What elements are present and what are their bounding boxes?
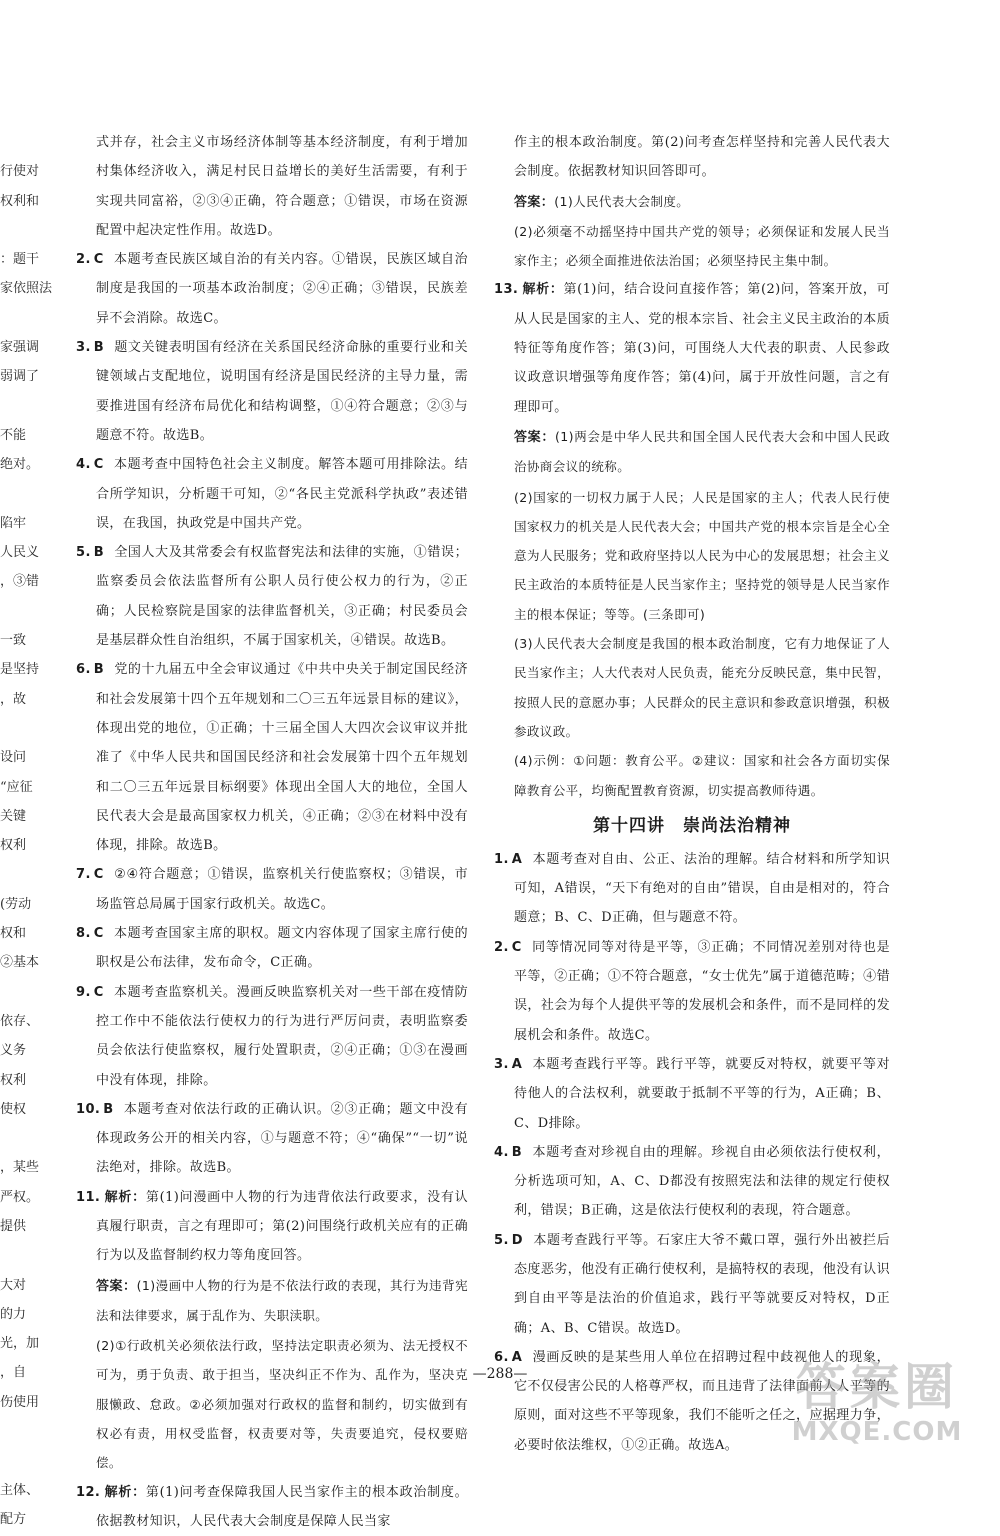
edge-fragment: 陷牢 [0,515,27,531]
analysis-item [76,1478,468,1536]
edge-fragment: 家强调 [0,340,40,356]
answer-paragraph: (2)①行政机关必须依法行政，坚持法定职责必须为、法无授权不可为，勇于负责、敢于担当，坚决纠正不作为、乱作为，坚决克服懒政、怠政。②必须加强对行政权的监督和制约，切实做到有权必有责，用权受监督，权责要对等，失责要追究，侵权要赔偿。 [96,1338,468,1471]
analysis-label: 解析： [104,1484,146,1500]
edge-fragment: ，某些 [0,1160,40,1176]
question-number: 2. [76,252,91,268]
answer-label: 答案： [96,1278,137,1294]
edge-fragment: 权利 [0,838,27,854]
analysis-label: 解析： [522,282,564,298]
question-number: 6. [494,1349,509,1365]
answer-paragraph: (2)国家的一切权力属于人民；人民是国家的主人；代表人民行使国家权力的机关是人民代表大会；中国共产党的根本宗旨是全心全意为人民服务；党和政府坚持以人民为中心的发展思想；社会主义民主政治的本质特征是人民当家作主；坚持党的领导是人民当家作主的根本保证；等等。(三条即可) [514,489,890,622]
question-number: 11. [76,1189,101,1205]
question-answer [76,919,468,978]
edge-fragment: 绝对。 [0,457,40,473]
edge-fragment: 的力 [0,1306,27,1322]
edge-fragment: “应征 [0,779,33,795]
edge-fragment: ，自 [0,1365,27,1381]
answer-option: C [93,457,104,473]
edge-fragment: 人民义 [0,545,40,561]
continued-paragraph: 式并存，社会主义市场经济体制等基本经济制度，有利于增加村集体经济收入，满足村民日益增长的美好生活需要，有利于实现共同富裕，②③④正确，符合题意；①错误，市场在资源配置中起决定性作用。故选D。 [96,135,468,238]
question-number: 12. [76,1484,101,1500]
explanation-text: 本题考查对珍视自由的理解。珍视自由必须依法行使权利，分析选项可知，A、C、D都没有按照宪法和法律的规定行使权利，错误；B正确，这是依法行使权利的表现，符合题意。 [514,1144,890,1219]
question-answer [494,1226,890,1343]
answer-item [494,422,890,483]
edge-fragment: ：题干 [0,252,40,268]
question-answer [494,845,890,933]
question-number: 5. [76,545,91,561]
answer-option: A [511,1349,523,1365]
question-number: 7. [76,867,91,883]
edge-fragment: 大对 [0,1277,27,1293]
answer-option: C [93,926,104,942]
edge-fragment: 配方 [0,1511,27,1527]
question-answer [494,1138,890,1226]
edge-fragment: 依存、 [0,1013,40,1029]
edge-fragment [0,1446,46,1475]
edge-fragment: 一致 [0,633,27,649]
edge-fragment: 关键 [0,808,27,824]
answer-column-middle [76,128,468,1536]
edge-fragment [0,216,46,245]
answer-text: (1)人民代表大会制度。 [554,193,690,209]
explanation-text: 党的十九届五中全会审议通过《中共中央关于制定国民经济和社会发展第十四个五年规划和二〇三五年远景目标的建议》，体现出党的地位，①正确；十三届全国人大四次会议审议并批准了《中华人民共和国国民经济和社会发展第十四个五年规划和二〇三五年远景目标纲要》体现出全国人大的地位，全国人民代表大会是最高国家权力机关，④正确；②③在材料中没有体现，排除。故选B。 [96,662,468,854]
edge-fragment: 主体、 [0,1482,40,1498]
explanation-text: 本题考查中国特色社会主义制度。解答本题可用排除法。结合所学知识，分析题干可知，②“各民主党派科学执政”表述错误，在我国，执政党是中国共产党。 [96,457,468,531]
edge-fragment: ，故 [0,691,27,707]
edge-fragment: (劳动 [0,896,32,912]
answer-text: (1)两会是中华人民共和国全国人民代表大会和中国人民政治协商会议的统称。 [514,428,890,475]
page-number: —288— [472,1366,528,1382]
explanation-text: 全国人大及其常委会有权监督宪法和法律的实施，①错误；监察委员会依法监督所有公职人员行使公权力的行为，②正确；人民检察院是国家的法律监督机关，③正确；村民委员会是基层群众性自治组织，不属于国家机关，④错误。故选B。 [96,545,468,649]
answer-option: A [511,851,523,867]
edge-fragment: 权和 [0,926,27,942]
explanation-text: ②④符合题意；①错误，监察机关行使监察权；③错误，市场监管总局属于国家行政机关。故选C。 [96,867,468,912]
question-number: 9. [76,984,91,1000]
edge-fragment [0,1124,46,1153]
question-number: 10. [76,1101,101,1117]
answer-text: (1)漫画中人物的行为是不依法行政的表现，其行为违背宪法和法律要求，属于乱作为、失职渎职。 [96,1277,469,1323]
edge-fragment: 弱调了 [0,369,40,385]
question-number: 6. [76,662,91,678]
answer-item [76,1271,468,1332]
question-number: 2. [494,939,509,955]
answer-option: C [93,867,104,883]
explanation-text: 本题考查民族区域自治的有关内容。①错误，民族区域自治制度是我国的一项基本政治制度；②④正确；③错误，民族差异不会消除。故选C。 [96,252,468,326]
watermark-logo-text: 答案圈 [796,1358,958,1416]
question-number: 3. [494,1056,509,1072]
lecture-number: 第十四讲 [593,815,665,836]
edge-fragment: 权利 [0,1072,27,1088]
explanation-text: 本题考查践行平等。石家庄大爷不戴口罩，强行外出被拦后态度恶劣，他没有正确行使权利，是搞特权的表现，他没有认识到自由平等是法治的价值追求，践行平等就要反对特权，D正确；A、B、C错误。故选D。 [514,1232,890,1336]
edge-fragment [0,978,46,1007]
question-number: 13. [494,282,519,298]
explanation-text: 本题考查对依法行政的正确认识。②③正确；题文中没有体现政务公开的相关内容，①与题意不符；④“确保”“一切”说法绝对，排除。故选B。 [96,1101,468,1176]
edge-fragment: 家依照法 [0,281,53,297]
explanation-text: 题文关键表明国有经济在关系国民经济命脉的重要行业和关键领域占支配地位，说明国有经济是国民经济的主导力量，需要推进国有经济布局优化和结构调整，①④符合题意；②③与题意不符。故选B。 [96,340,468,443]
question-number: 3. [76,340,91,356]
analysis-item [494,275,890,421]
question-answer [76,1095,468,1183]
answer-label: 答案： [514,194,555,210]
question-number: 5. [494,1232,509,1248]
edge-fragment: 光，加 [0,1336,40,1352]
explanation-text: 漫画反映的是某些用人单位在招聘过程中歧视他人的现象，它不仅侵害公民的人格尊严权，而且违背了法律面前人人平等的原则，面对这些不平等现象，我们不能听之任之，应据理力争，必要时依法维权，①②正确。故选A。 [514,1349,890,1453]
explanation-text: 本题考查国家主席的职权。题文内容体现了国家主席行使的职权是公布法律，发布命令，C正确。 [96,926,468,971]
edge-fragment: 是坚持 [0,662,40,678]
question-number: 8. [76,926,91,942]
answer-option: C [511,939,522,955]
explanation-text: 本题考查对自由、公正、法治的理解。结合材料和所学知识可知，A错误，“天下有绝对的自由”错误，自由是相对的，符合题意；B、C、D正确，但与题意不符。 [514,851,890,926]
question-number: 1. [494,851,509,867]
analysis-text: 第(1)问，结合设问直接作答；第(2)问，答案开放，可从人民是国家的主人、党的根本宗旨、社会主义民主政治的本质特征等角度作答；第(3)问，可围绕人大代表的职责、人民参政议政意识增强等角度作答；第(4)问，属于开放性问题，言之有理即可。 [514,282,890,415]
edge-fragment [0,597,46,626]
edge-fragment [0,1241,46,1270]
question-number: 4. [76,457,91,473]
question-answer [76,655,468,860]
lecture-title: 崇尚法治精神 [683,815,791,836]
answer-column-right [494,128,890,1460]
section-heading [494,807,890,845]
question-answer [494,933,890,1050]
analysis-label: 解析： [104,1189,146,1205]
continued-paragraph: 作主的根本政治制度。第(2)问考查怎样坚持和完善人民代表大会制度。依据教材知识回答即可。 [514,135,890,180]
analysis-text: 第(1)问考查保障我国人民当家作主的根本政治制度。依据教材知识，人民代表大会制度是保障人民当家 [96,1484,468,1529]
question-number: 4. [494,1144,509,1160]
question-answer [76,860,468,919]
question-answer [76,450,468,538]
answer-option: B [93,545,105,561]
question-answer [494,1050,890,1138]
explanation-text: 本题考查践行平等。践行平等，就要反对特权，就要平等对待他人的合法权利，就要敢于抵制不平等的行为，A正确；B、C、D排除。 [514,1056,890,1131]
edge-fragment: 严权。 [0,1189,40,1205]
analysis-item [76,1183,468,1271]
edge-fragment [0,392,46,421]
analysis-text: 第(1)问漫画中人物的行为违背依法行政要求，没有认真履行职责，言之有理即可；第(2)问围绕行政机关应有的正确行为以及监督制约权力等角度回答。 [96,1189,468,1264]
edge-fragment: ，③错 [0,574,40,590]
answer-paragraph: (4)示例：①问题：教育公平。②建议：国家和社会各方面切实保障教育公平，均衡配置教育资源，切实提高教师待遇。 [514,753,890,798]
edge-fragment: 义务 [0,1043,27,1059]
clipped-left-column [0,128,53,1534]
question-answer [76,245,468,333]
site-watermark [772,1347,982,1457]
answer-paragraph: (2)必须毫不动摇坚持中国共产党的领导；必须保证和发展人民当家作主；必须全面推进依法治国；必须坚持民主集中制。 [514,223,890,269]
answer-option: B [93,340,105,356]
question-answer [76,978,468,1095]
answer-option: B [93,662,105,678]
edge-fragment: 不能 [0,427,27,443]
edge-fragment: 设问 [0,750,27,766]
question-answer [76,333,468,450]
edge-fragment [0,304,46,333]
edge-fragment [0,480,46,509]
edge-fragment: ②基本 [0,955,40,971]
explanation-text: 本题考查监察机关。漫画反映监察机关对一些干部在疫情防控工作中不能依法行使权力的行为进行严厉问责，表明监察委员会依法行使监察权，履行处置职责，②④正确；①③在漫画中没有体现，排除。 [96,984,468,1088]
edge-fragment: 使权 [0,1101,27,1117]
watermark-url: MXQE.COM [791,1417,963,1447]
answer-option: A [511,1056,523,1072]
answer-label: 答案： [514,429,556,445]
explanation-text: 同等情况同等对待是平等，③正确；不同情况差别对待也是平等，②正确；①不符合题意，“女士优先”属于道德范畴；④错误，社会为每个人提供平等的发展机会和条件，而不是同样的发展机会和条件。故选C。 [514,939,890,1043]
edge-fragment: 伤使用 [0,1394,40,1410]
edge-fragment [0,860,46,889]
answer-paragraph: (3)人民代表大会制度是我国的根本政治制度，它有力地保证了人民当家作主；人大代表对人民负责，能充分反映民意，集中民智，按照人民的意愿办事；人民群众的民主意识和参政意识增强，积极参政议政。 [514,636,890,739]
edge-fragment [0,128,46,157]
edge-fragment [0,1417,46,1446]
answer-item [494,187,890,217]
answer-option: C [93,984,104,1000]
edge-fragment: 权利和 [0,193,40,209]
edge-fragment: 行使对 [0,164,40,180]
edge-fragment [0,714,46,743]
answer-option: C [93,252,104,268]
answer-option: B [103,1101,114,1117]
answer-option: D [511,1232,523,1248]
edge-fragment: 提供 [0,1218,27,1234]
answer-option: B [511,1144,523,1160]
question-answer [76,538,468,655]
